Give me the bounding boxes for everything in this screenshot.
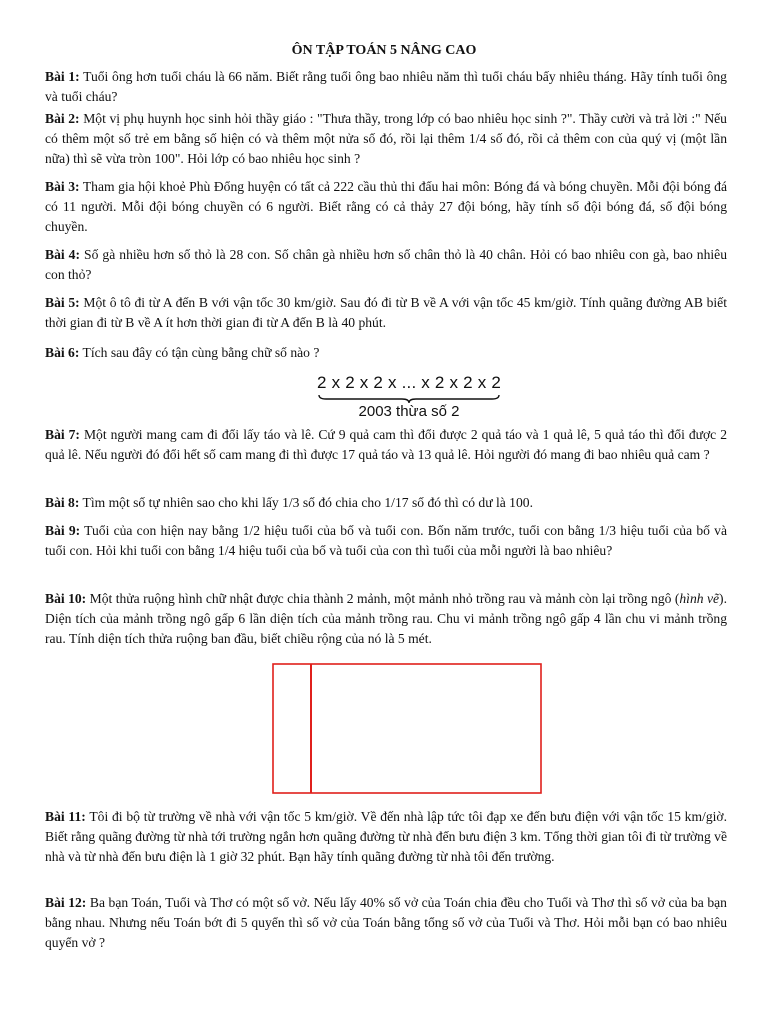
problem-label: Bài 3: — [45, 179, 80, 194]
problem-label: Bài 1: — [45, 69, 80, 84]
problem-5 — [45, 293, 727, 333]
problem-label: Bài 4: — [45, 247, 80, 262]
product-expression: 2 x 2 x 2 x ... x 2 x 2 x 2 — [317, 373, 501, 392]
problem-text: Tham gia hội khoẻ Phù Đổng huyện có tất cả 222 cầu thủ thi đấu hai môn: Bóng đá và bóng chuyền. Mỗi đội bóng đá có 11 người. Mỗi đội bóng chuyền có 6 người. Biết rằng có cả thảy 27 đội bóng, hãy tính số đội bóng đá, số đội bóng chuyền. — [45, 179, 727, 234]
problem-text: Tuổi ông hơn tuổi cháu là 66 năm. Biết rằng tuổi ông bao nhiêu năm thì tuổi cháu bấy nhiêu tháng. Hãy tính tuổi ông và tuổi cháu? — [45, 69, 727, 104]
problem-9 — [45, 521, 727, 561]
problem-label: Bài 10: — [45, 591, 87, 606]
problem-3 — [45, 177, 727, 237]
field-outline — [273, 664, 541, 793]
problem-6 — [45, 343, 727, 363]
problem-label: Bài 9: — [45, 523, 81, 538]
product-expression-block — [304, 372, 514, 421]
problem-text: Tuổi của con hiện nay bằng 1/2 hiệu tuổi của bố và tuổi con. Bốn năm trước, tuổi con bằng 1/3 hiệu tuổi của bố và tuổi con. Hỏi khi tuổi con bằng 1/4 hiệu tuổi của bố và tuổi của con thì tuổi của mỗi người là bao nhiêu? — [45, 523, 727, 558]
problem-label: Bài 6: — [45, 345, 80, 360]
problem-text: Tôi đi bộ từ trường về nhà với vận tốc 5 km/giờ. Về đến nhà lập tức tôi đạp xe đến bưu điện với vận tốc 15 km/giờ. Biết rằng quãng đường từ nhà tới trường ngắn hơn quãng đường từ nhà đến bưu điện 3 km. Tổng thời gian tôi đi từ trường về nhà và từ nhà đến bưu điện là 1 giờ 32 phút. Bạn hãy tính quãng đường từ nhà tôi đến trường. — [45, 809, 727, 864]
problem-text: Tích sau đây có tận cùng bằng chữ số nào ? — [82, 345, 320, 360]
problem-text: Số gà nhiều hơn số thỏ là 28 con. Số chân gà nhiều hơn số chân thỏ là 40 chân. Hỏi có bao nhiêu con gà, bao nhiêu con thỏ? — [45, 247, 727, 282]
problem-7 — [45, 425, 727, 465]
problem-text-italic: hình vẽ — [679, 591, 720, 606]
problem-label: Bài 12: — [45, 895, 87, 910]
problem-4 — [45, 245, 727, 285]
problem-label: Bài 8: — [45, 495, 80, 510]
problem-11 — [45, 807, 727, 867]
problem-label: Bài 7: — [45, 427, 80, 442]
field-diagram — [272, 663, 542, 794]
problem-label: Bài 2: — [45, 111, 80, 126]
problem-label: Bài 11: — [45, 809, 86, 824]
problem-text-after: ). Diện tích của mảnh trồng ngô gấp 6 lần diện tích của mảnh trồng rau. Chu vi mảnh trồng ngô gấp 4 lần chu vi mảnh trồng rau. Tính diện tích thửa ruộng ban đầu, biết chiều rộng của nó là 5 mét. — [45, 591, 727, 646]
product-factor-count: 2003 thừa số 2 — [358, 403, 460, 420]
problem-12 — [45, 893, 727, 953]
problem-text-before: Một thửa ruộng hình chữ nhật được chia thành 2 mảnh, một mảnh nhỏ trồng rau và mảnh còn lại trồng ngô ( — [89, 591, 680, 606]
problem-text: Ba bạn Toán, Tuổi và Thơ có một số vở. Nếu lấy 40% số vở của Toán chia đều cho Tuổi và Thơ thì số vở của ba bạn bằng nhau. Nhưng nếu Toán bớt đi 5 quyển thì số vở của Toán bằng tổng số vở của Tuổi và Thơ. Hỏi mỗi bạn có bao nhiêu quyển vở ? — [45, 895, 727, 950]
problem-text: Một vị phụ huynh học sinh hỏi thầy giáo : "Thưa thầy, trong lớp có bao nhiêu học sinh ?". Thầy cười và trả lời :" Nếu có thêm một số trẻ em bằng số hiện có và thêm một nửa số đó, rồi lại thêm 1/4 số đó, rồi cả thêm con của quý vị (một lần nữa) thì sẽ vừa tròn 100". Hỏi lớp có bao nhiêu học sinh ? — [45, 111, 727, 166]
problem-text: Một ô tô đi từ A đến B với vận tốc 30 km/giờ. Sau đó đi từ B về A với vận tốc 45 km/giờ. Tính quãng đường AB biết thời gian đi từ B về A ít hơn thời gian đi từ A đến B là 40 phút. — [45, 295, 727, 330]
problem-1 — [45, 67, 727, 107]
problem-2 — [45, 109, 727, 169]
problem-10 — [45, 589, 727, 649]
problem-text: Tìm một số tự nhiên sao cho khi lấy 1/3 số đó chia cho 1/17 số đó thì có dư là 100. — [82, 495, 533, 510]
page-title: ÔN TẬP TOÁN 5 NÂNG CAO — [291, 43, 477, 58]
problem-label: Bài 5: — [45, 295, 80, 310]
problem-8 — [45, 493, 727, 513]
problem-text: Một người mang cam đi đổi lấy táo và lê. Cứ 9 quả cam thì đổi được 2 quả táo và 1 quả lê, 5 quả táo thì đổi được 2 quả lê. Nếu người đó đổi hết số cam mang đi thì được 17 quả táo và 13 quả lê. Hỏi người đó mang đi bao nhiêu quả cam ? — [45, 427, 727, 462]
